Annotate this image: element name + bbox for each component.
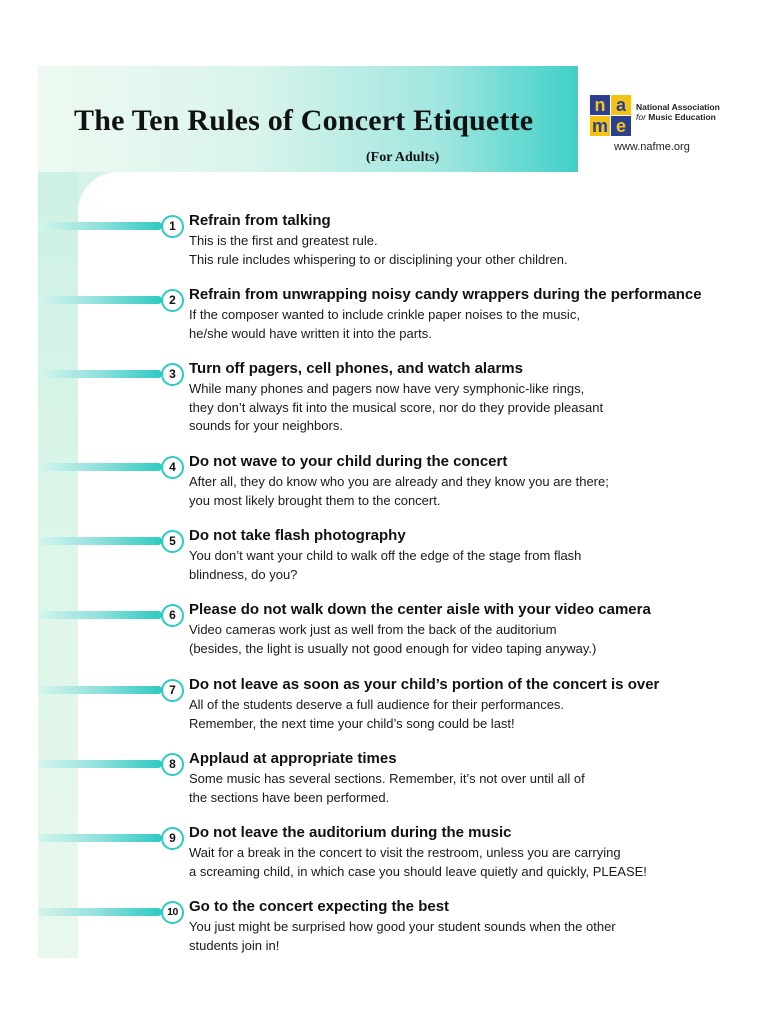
rule-item xyxy=(38,750,738,826)
rule-number-badge: 9 xyxy=(161,827,184,850)
logo-letter-a: a xyxy=(611,95,631,115)
rule-description-line: you most likely brought them to the concert. xyxy=(189,492,441,508)
website-url: www.nafme.org xyxy=(614,141,690,153)
rule-connector-line xyxy=(38,760,162,768)
rule-connector-line xyxy=(38,537,162,545)
rule-title: Refrain from talking xyxy=(189,212,331,229)
logo-org-for: for xyxy=(636,112,646,122)
page-title: The Ten Rules of Concert Etiquette xyxy=(74,104,534,137)
rule-description-line: You just might be surprised how good your student sounds when the other xyxy=(189,919,616,934)
rule-connector-line xyxy=(38,686,162,694)
rule-number-badge: 7 xyxy=(161,679,184,702)
rule-connector-line xyxy=(38,370,162,378)
rule-description-line: Some music has several sections. Remember, it’s not over until all of xyxy=(189,771,585,786)
logo-org-name xyxy=(636,102,720,122)
rule-title: Do not leave as soon as your child’s portion of the concert is over xyxy=(189,676,660,693)
rule-description-line: All of the students deserve a full audience for their performances. xyxy=(189,697,565,712)
rule-description-line: blindness, do you? xyxy=(189,566,298,582)
rule-title: Do not take flash photography xyxy=(189,527,406,544)
rule-connector-line xyxy=(38,908,162,916)
logo-org-line-2 xyxy=(636,112,720,122)
rule-description xyxy=(189,547,581,584)
rule-number-badge: 2 xyxy=(161,289,184,312)
rule-description xyxy=(189,696,564,733)
rule-description xyxy=(189,621,596,658)
rule-description xyxy=(189,380,603,436)
rule-number-badge: 6 xyxy=(161,604,184,627)
rule-description xyxy=(189,232,568,269)
rule-number-badge: 4 xyxy=(161,456,184,479)
rule-number-badge: 3 xyxy=(161,363,184,386)
rule-number-badge: 1 xyxy=(161,215,184,238)
rule-description xyxy=(189,844,647,881)
page-subtitle: (For Adults) xyxy=(366,150,440,165)
rule-description xyxy=(189,306,580,343)
rule-connector-line xyxy=(38,463,162,471)
nafme-logo xyxy=(590,95,740,140)
rule-description xyxy=(189,918,616,955)
logo-letter-m: m xyxy=(591,116,608,136)
rule-title: Applaud at appropriate times xyxy=(189,750,397,767)
rule-connector-line xyxy=(38,611,162,619)
logo-letter-n: n xyxy=(590,95,610,115)
rule-description-line: they don’t always fit into the musical score, nor do they provide pleasant xyxy=(189,399,604,415)
rule-description-line: While many phones and pagers now have very symphonic-like rings, xyxy=(189,381,585,396)
rule-item xyxy=(38,824,738,900)
rule-description-line: You don’t want your child to walk off the edge of the stage from flash xyxy=(189,548,582,563)
rule-description-line: After all, they do know who you are already and they know you are there; xyxy=(189,474,609,489)
rule-item xyxy=(38,601,738,677)
rule-title: Go to the concert expecting the best xyxy=(189,898,450,915)
rule-connector-line xyxy=(38,296,162,304)
rule-title: Please do not walk down the center aisle with your video camera xyxy=(189,601,651,618)
rule-item xyxy=(38,898,738,974)
rule-connector-line xyxy=(38,834,162,842)
rule-description-line: the sections have been performed. xyxy=(189,789,390,805)
rule-title: Do not wave to your child during the concert xyxy=(189,453,508,470)
logo-mark xyxy=(590,95,632,137)
rule-description xyxy=(189,770,585,807)
logo-org-line-1: National Association xyxy=(636,102,720,112)
rule-description-line: This rule includes whispering to or disciplining your other children. xyxy=(189,251,568,267)
rule-number-badge: 10 xyxy=(161,901,184,924)
rule-description-line: students join in! xyxy=(189,937,280,953)
rule-title: Refrain from unwrapping noisy candy wrappers during the performance xyxy=(189,286,702,303)
rule-description-line: he/she would have written it into the parts. xyxy=(189,325,432,341)
rule-item xyxy=(38,527,738,603)
rule-description-line: Video cameras work just as well from the back of the auditorium xyxy=(189,622,557,637)
logo-org-music-education: Music Education xyxy=(648,112,716,122)
banner-curve xyxy=(78,172,118,212)
rule-title: Turn off pagers, cell phones, and watch alarms xyxy=(189,360,523,377)
rule-number-badge: 8 xyxy=(161,753,184,776)
rule-description-line: This is the first and greatest rule. xyxy=(189,233,378,248)
logo-letter-e: e xyxy=(611,116,631,136)
rule-description-line: sounds for your neighbors. xyxy=(189,418,343,433)
rule-description-line: a screaming child, in which case you should leave quietly and quickly, PLEASE! xyxy=(189,863,647,879)
rule-item xyxy=(38,286,738,362)
rule-description xyxy=(189,473,609,510)
rule-description-line: If the composer wanted to include crinkle paper noises to the music, xyxy=(189,307,580,322)
rule-description-line: Wait for a break in the concert to visit the restroom, unless you are carrying xyxy=(189,845,621,860)
rule-item xyxy=(38,212,738,288)
rule-connector-line xyxy=(38,222,162,230)
rule-description-line: (besides, the light is usually not good enough for video taping anyway.) xyxy=(189,640,597,656)
rule-description-line: Remember, the next time your child’s song could be last! xyxy=(189,715,515,731)
rule-title: Do not leave the auditorium during the music xyxy=(189,824,512,841)
rule-item xyxy=(38,676,738,752)
rule-item xyxy=(38,360,738,436)
rule-number-badge: 5 xyxy=(161,530,184,553)
rule-item xyxy=(38,453,738,529)
